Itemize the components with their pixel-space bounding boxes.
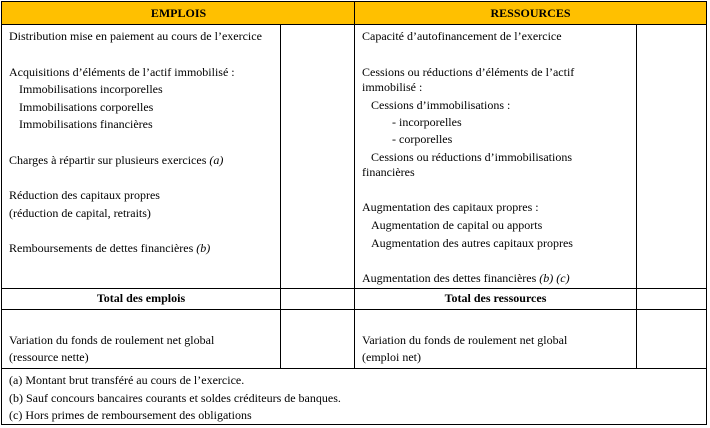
cessions-corporelles-label: - corporelles (392, 132, 453, 146)
augmentation-dettes-label (362, 270, 570, 287)
cessions-line1: Cessions ou réductions d’éléments de l’actif (362, 65, 575, 79)
notes-top-line (2, 368, 706, 369)
distribution-label: Distribution mise en paiement au cours de l’exercice (9, 29, 262, 43)
augmentation-capitaux-label: Augmentation des capitaux propres : (362, 200, 539, 214)
variation-ressources-line2: (emploi net) (362, 350, 421, 364)
augmentation-dettes-note: (b) (c) (539, 271, 570, 285)
augmentation-capital-label: Augmentation de capital ou apports (371, 218, 543, 232)
total-top-line (2, 288, 706, 289)
funding-table (1, 1, 707, 425)
note-c: (c) Hors primes de remboursement des obligations (9, 408, 252, 422)
emplois-amount-divider (280, 25, 281, 368)
variation-ressources-line1: Variation du fonds de roulement net global (362, 333, 568, 347)
cessions-fin-line1: Cessions ou réductions d’immobilisations (371, 150, 572, 164)
note-a: (a) Montant brut transféré au cours de l’exercice. (9, 373, 245, 387)
total-bottom-line (2, 309, 706, 310)
charges-a-repartir-text: Charges à répartir sur plusieurs exercices (9, 153, 207, 167)
variation-emplois-line1: Variation du fonds de roulement net global (9, 333, 215, 347)
charges-a-repartir-label (9, 152, 223, 169)
acquisitions-label: Acquisitions d’éléments de l’actif immobilisé : (9, 65, 235, 79)
ressources-amount-divider (636, 25, 637, 368)
caf-label: Capacité d’autofinancement de l’exercice (362, 29, 562, 43)
augmentation-dettes-text: Augmentation des dettes financières (362, 271, 537, 285)
charges-a-repartir-note: (a) (209, 153, 224, 167)
cessions-incorporelles-label: - incorporelles (392, 115, 462, 129)
augmentation-autres-label: Augmentation des autres capitaux propres (371, 236, 573, 250)
center-divider (354, 2, 355, 368)
immo-financieres-label: Immobilisations financières (19, 117, 153, 131)
remboursements-label (9, 240, 210, 257)
variation-emplois-line2: (ressource nette) (9, 350, 89, 364)
header-emplois: EMPLOIS (2, 2, 355, 25)
note-b: (b) Sauf concours bancaires courants et soldes créditeurs de banques. (9, 391, 341, 405)
remboursements-text: Remboursements de dettes financières (9, 241, 194, 255)
cessions-fin-line2: financières (362, 165, 415, 179)
cessions-line2: immobilisé : (362, 80, 423, 94)
remboursements-note: (b) (196, 241, 211, 255)
immo-incorporelles-label: Immobilisations incorporelles (19, 82, 163, 96)
total-ressources: Total des ressources (444, 291, 547, 305)
reduction-capitaux-label: Réduction des capitaux propres (9, 188, 160, 202)
immo-corporelles-label: Immobilisations corporelles (19, 100, 154, 114)
total-emplois: Total des emplois (96, 291, 186, 305)
reduction-detail-label: (réduction de capital, retraits) (9, 206, 151, 220)
cessions-immo-label: Cessions d’immobilisations : (371, 98, 511, 112)
header-ressources: RESSOURCES (355, 2, 706, 25)
